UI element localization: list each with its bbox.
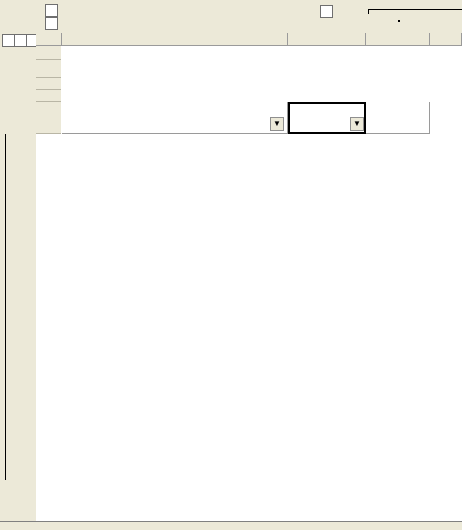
outline-frame-top	[0, 0, 462, 33]
row-level-2-button[interactable]	[45, 17, 58, 30]
period-header-april	[366, 102, 430, 134]
row-header-4[interactable]	[36, 90, 61, 102]
column-group-expand-button[interactable]	[320, 5, 333, 18]
column-header-a[interactable]	[62, 33, 288, 46]
row-header-3[interactable]	[36, 78, 61, 90]
sheet-tab-bar	[0, 521, 462, 530]
outline-bracket	[5, 134, 6, 480]
filter-dropdown-a[interactable]: ▼	[270, 117, 284, 131]
row-level-1-button[interactable]	[45, 4, 58, 17]
column-header-e[interactable]	[288, 33, 366, 46]
select-all-corner[interactable]	[36, 33, 62, 46]
row-header-5[interactable]	[36, 102, 61, 134]
column-header-g[interactable]	[430, 33, 462, 46]
filter-dropdown-e[interactable]: ▼	[350, 117, 364, 131]
row-header-1[interactable]	[36, 46, 61, 60]
column-group-line	[368, 9, 462, 10]
column-group-dot	[398, 20, 400, 22]
row-header-2[interactable]	[36, 60, 61, 78]
column-header-f[interactable]	[366, 33, 430, 46]
filter-cell-a	[62, 102, 288, 134]
column-group-line-tick	[368, 9, 369, 14]
